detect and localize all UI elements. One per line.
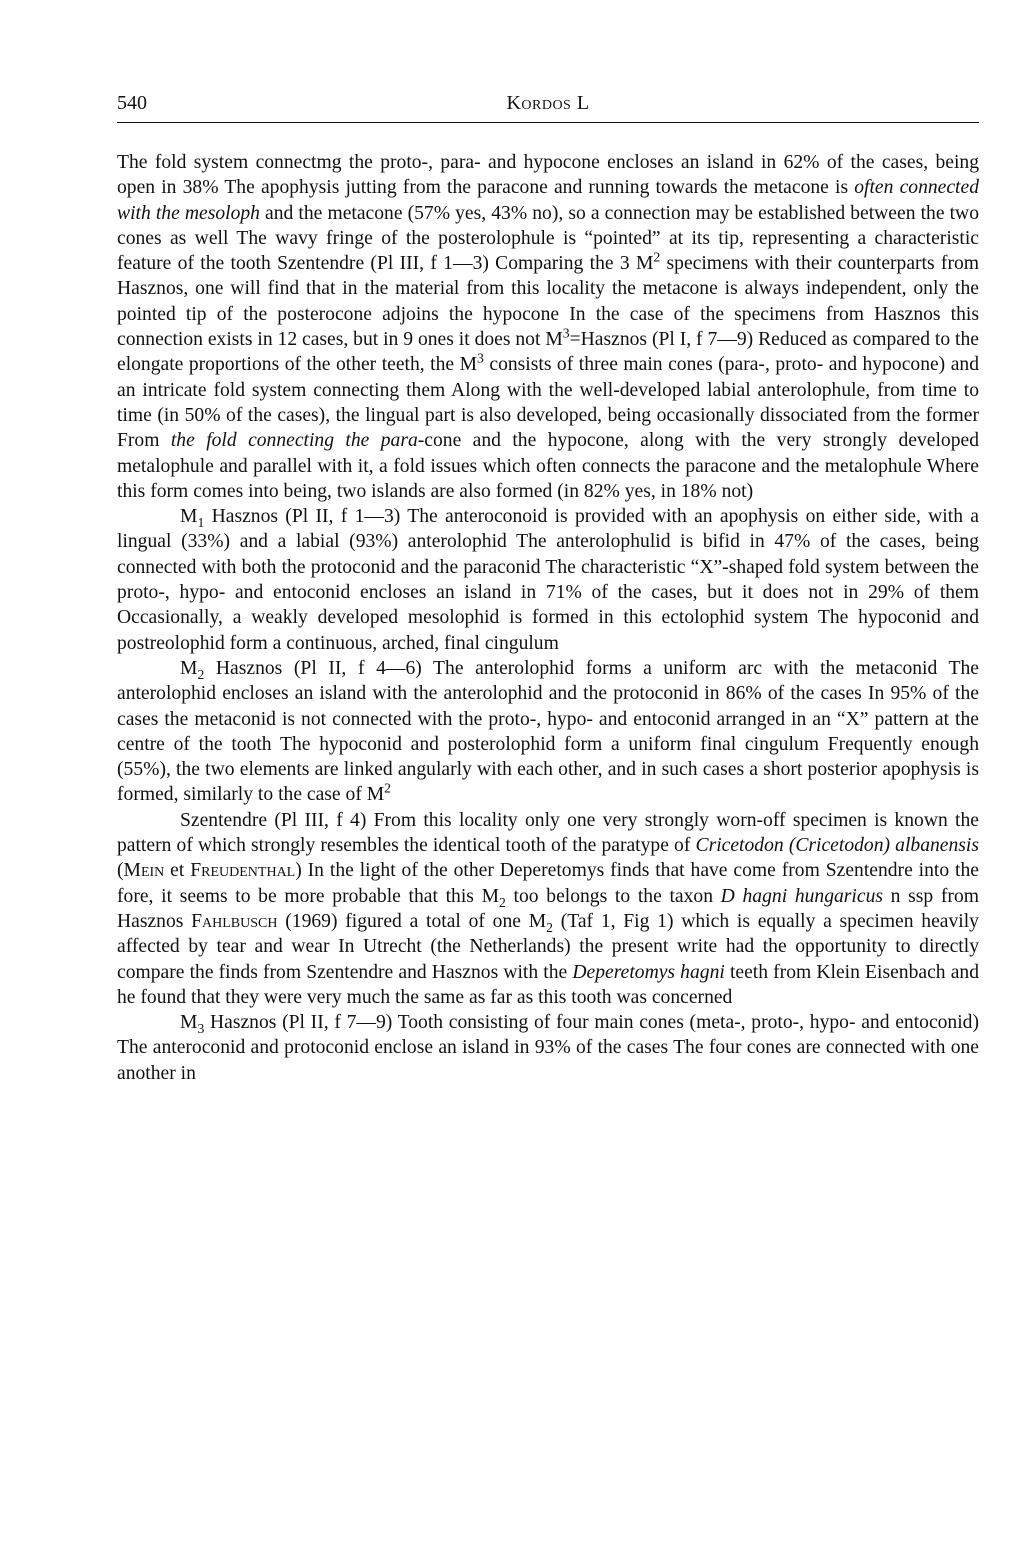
- paragraph-m2-hasznos: $M_2$ Hasznos (Pl II, f 4—6) The anterolophid forms a uniform arc with the metaconid The anterolophid encloses an island with the anterolophid and the protoconid in 86% of the cases In 95% of the cases the metaconid is not connected with the proto-, hypo- and entoconid arranged in an “X” pattern at the centre of the tooth The hypoconid and posterolophid form a uniform final cingulum Frequently enough (55%), the two elements are linked angularly with each other, and in such cases a short posterior apophysis is formed, similarly to the case of $M^2$: [117, 657, 979, 806]
- paragraph-m1-hasznos: $M_1$ Hasznos (Pl II, f 1—3) The anteroconoid is provided with an apophysis on either side, with a lingual (33%) and a labial (93%) anterolophid The anterolophulid is bifid in 47% of the cases, being connected with both the protoconid and the paraconid The characteristic “X”-shaped fold system between the proto-, hypo- and entoconid encloses an island in 71% of the cases, but it does not in 29% of them Occasionally, a weakly developed mesolophid is formed in this ectolophid system The hypoconid and postreolophid form a continuous, arched, final cingulum: [117, 506, 979, 654]
- body-text: [117, 150, 979, 1086]
- running-title: Kordos L: [506, 92, 590, 114]
- paragraph-m2-description: The fold system connectmg the proto-, para- and hypocone encloses an island in 62% of the cases, being open in 38% The apophysis jutting from the paracone and running towards the metacone is often connected with the mesoloph and the metacone (57% yes, 43% no), so a connection may be established between the two cones as well The wavy fringe of the posterolophule is “pointed” at its tip, representing a characteristic feature of the tooth Szentendre (Pl III, f 1—3) Comparing the 3 $M^2$ specimens with their counterparts from Hasznos, one will find that in the material from this locality the metacone is always independent, only the pointed tip of the posterocone adjoins the hypocone In the case of the specimens from Hasznos this connection exists in 12 cases, but in 9 ones it does not $M^3=Hasznos$ (Pl I, f 7—9) Reduced as compared to the elongate proportions of the other teeth, the $M^3$ consists of three main cones (para-, proto- and hypocone) and an intricate fold system connecting them Along with the well-developed labial anterolophule, from time to time (in 50% of the cases), the lingual part is also developed, being occasionally dissociated from the former From the fold connecting the para-cone and the hypocone, along with the very strongly developed metalophule and parallel with it, a fold issues which often connects the paracone and the metalophule Where this form comes into being, two islands are also formed (in 82% yes, in 18% not): [117, 152, 980, 502]
- paragraph-m3-hasznos: $M_3$ Hasznos (Pl II, f 7—9) Tooth consisting of four main cones (meta-, proto-, hypo- and entoconid) The anteroconid and protoconid enclose an island in 93% of the cases The four cones are connected with one another in: [117, 1012, 979, 1084]
- running-head: [117, 92, 979, 123]
- page-number: 540: [117, 92, 147, 114]
- paragraph-szentendre: Szentendre (Pl III, f 4) From this locality only one very strongly worn-off specimen is known the pattern of which strongly resembles the identical tooth of the paratype of Cricetodon (Cricetodon) albanensis (Mein et Freudenthal) In the light of the other Deperetomys finds that have come from Szentendre into the fore, it seems to be more probable that this $M_2$ too belongs to the taxon D hagni hungaricus n ssp from Hasznos Fahlbusch (1969) figured a total of one $M_2$ (Taf 1, Fig 1) which is equally a specimen heavily affected by tear and wear In Utrecht (the Netherlands) the present write had the opportunity to directly compare the finds from Szentendre and Hasznos with the Deperetomys hagni teeth from Klein Eisenbach and he found that they were very much the same as far as this tooth was concerned: [117, 809, 979, 1008]
